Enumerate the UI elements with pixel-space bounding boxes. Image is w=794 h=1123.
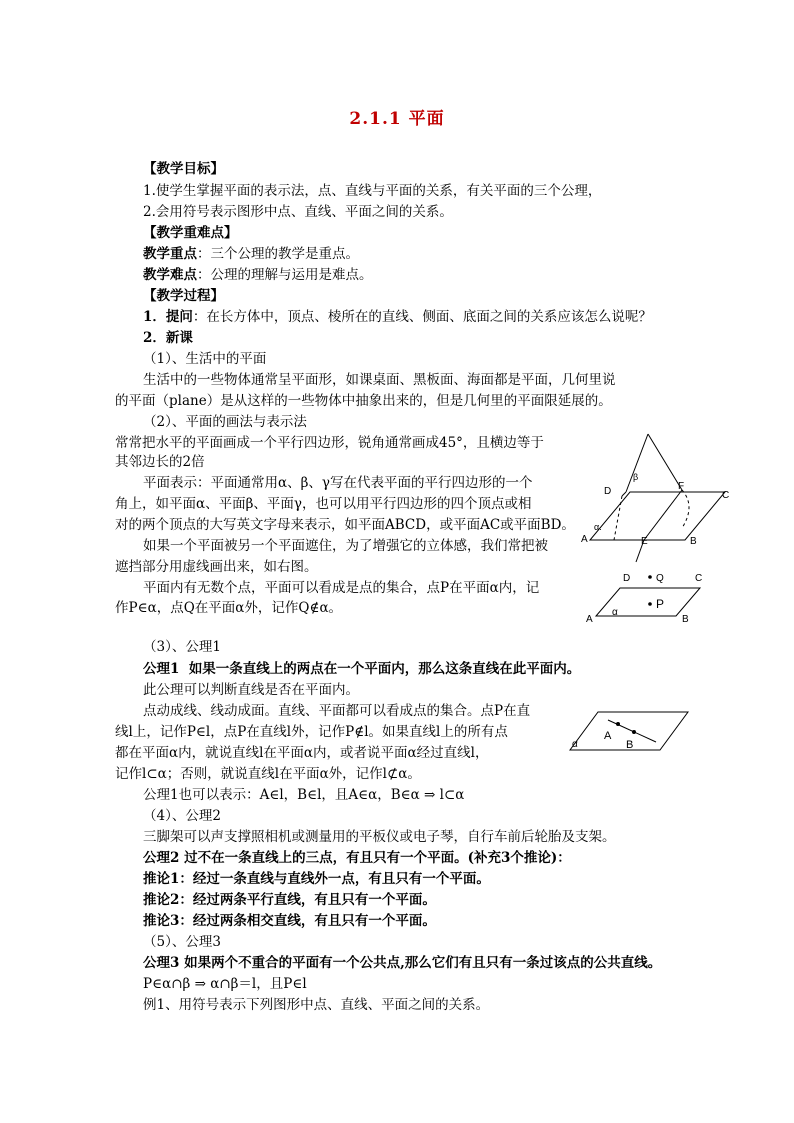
point-a-dot: [616, 722, 620, 726]
axiom1-line: [143, 659, 580, 679]
label-A: A: [581, 534, 588, 545]
part3-line-5: 记作l⊂α；否则，就说直线l在平面α外，记作l⊄α。: [115, 766, 421, 782]
label-B: B: [682, 614, 689, 625]
goal-item-1: 1.使学生掌握平面的表示法，点、直线与平面的关系，有关平面的三个公理，: [143, 183, 602, 199]
plane-points-figure: [580, 570, 710, 632]
key-point: [143, 244, 359, 264]
part2-line-7: 遮挡部分用虚线画出来，如右图。: [115, 559, 318, 575]
difficult-point: [143, 265, 373, 285]
new-lesson-label: 2．新课: [143, 330, 193, 346]
part4-line-1: 三脚架可以声支撑照相机或测量用的平板仪或电子琴，自行车前后轮胎及支架。: [143, 829, 616, 845]
intersecting-planes-figure: [578, 432, 738, 572]
intersection-line-EF: [644, 490, 682, 540]
part2-heading: （2）、平面的画法与表示法: [143, 414, 307, 430]
part1-line-2: 的平面（plane）是从这样的一些物体中抽象出来的，但是几何里的平面限延展的。: [115, 393, 612, 409]
goals-heading: 【教学目标】: [143, 161, 224, 177]
plane-beta-edge-join: [622, 492, 626, 496]
plane-beta-right-edge: [648, 434, 685, 492]
part5-heading: （5）、公理3: [143, 934, 221, 950]
label-P: P: [656, 597, 665, 611]
part2-line-3: 平面表示：平面通常用α、β、γ写在代表平面的平行四边形的一个: [143, 475, 533, 491]
label-A: A: [586, 614, 593, 625]
label-B: B: [626, 739, 634, 751]
difficult-text: ：公理的理解与运用是难点。: [197, 267, 373, 283]
part2-line-6: 如果一个平面被另一个平面遮住，为了增强它的立体感，我们常把被: [143, 538, 548, 554]
axiom3-formula: P∈α∩β ⇒ α∩β＝l，且P∈l: [143, 976, 307, 992]
part1-line-1: 生活中的一些物体通常呈平面形，如课桌面、黑板面、海面都是平面，几何里说: [143, 372, 616, 388]
axiom2-line: 公理2 过不在一条直线上的三点，有且只有一个平面。(补充3个推论)：: [143, 850, 571, 866]
label-F: F: [678, 481, 685, 492]
page-title: 2.1.1 平面: [349, 109, 445, 129]
part4-heading: （4）、公理2: [143, 808, 221, 824]
question-text: ：在长方体中，顶点、棱所在的直线、侧面、底面之间的关系应该怎么说呢？: [192, 309, 652, 325]
part1-heading: （1）、生活中的平面: [143, 351, 267, 367]
label-D: D: [604, 486, 612, 497]
part2-line-9: 作P∈α，点Q在平面α外，记作Q∉α。: [115, 600, 343, 616]
key-heading: 【教学重难点】: [143, 225, 238, 241]
question-label: 1．提问: [143, 309, 193, 325]
key-label: 教学重点: [143, 246, 197, 262]
axiom1-text: 如果一条直线上的两点在一个平面内，那么这条直线在此平面内。: [188, 661, 581, 677]
goal-item-2: 2.会用符号表示图形中点、直线、平面之间的关系。: [143, 204, 453, 220]
label-B: B: [690, 536, 697, 547]
process-heading: 【教学过程】: [143, 288, 224, 304]
axiom1-label: 公理1: [143, 661, 180, 677]
corollary-2: 推论2：经过两条平行直线，有且只有一个平面。: [143, 892, 436, 908]
key-text: ：三个公理的教学是重点。: [197, 246, 359, 262]
part2-line-2: 其邻边长的2倍: [115, 454, 205, 470]
part3-line-4: 都在平面α内，就说直线l在平面α内，或者说平面α经过直线l，: [115, 745, 489, 761]
line-in-plane-figure: [564, 700, 694, 760]
point-p-dot: [648, 602, 652, 606]
point-b-dot: [632, 730, 636, 734]
difficult-label: 教学难点: [143, 267, 197, 283]
label-alpha: α.: [594, 522, 602, 532]
label-beta: β: [633, 472, 639, 482]
part2-line-8: 平面内有无数个点，平面可以看成是点的集合，点P在平面α内，记: [143, 580, 540, 596]
part3-line-1: 此公理可以判断直线是否在平面内。: [143, 682, 359, 698]
part3-heading: （3）、公理1: [143, 639, 221, 655]
part2-line-4: 角上，如平面α、平面β、平面γ，也可以用平行四边形的四个顶点或相: [115, 496, 532, 512]
part2-line-5: 对的两个顶点的大写英文字母来表示，如平面ABCD，或平面AC或平面BD。: [115, 517, 575, 533]
corollary-1: 推论1：经过一条直线与直线外一点，有且只有一个平面。: [143, 871, 490, 887]
axiom3-line: 公理3 如果两个不重合的平面有一个公共点,那么它们有且只有一条过该点的公共直线。: [143, 955, 662, 971]
label-E: E: [641, 536, 648, 547]
label-Q: Q: [656, 573, 664, 584]
label-alpha: α: [612, 607, 618, 618]
label-alpha: α: [572, 739, 578, 750]
hidden-edge-right: [682, 490, 689, 528]
label-A: A: [604, 730, 612, 742]
label-C: C: [722, 490, 730, 501]
plane-beta-left-edge: [626, 434, 648, 492]
label-D: D: [623, 573, 631, 584]
part3-line-2: 点动成线、线动成面。直线、平面都可以看成点的集合。点P在直: [143, 703, 531, 719]
corollary-3: 推论3：经过两条相交直线，有且只有一个平面。: [143, 913, 436, 929]
plane-alpha: [590, 492, 725, 540]
example-1: 例1、用符号表示下列图形中点、直线、平面之间的关系。: [143, 997, 490, 1013]
label-C: C: [695, 573, 703, 584]
point-q-dot: [648, 575, 652, 579]
hidden-edge-left: [614, 496, 622, 540]
part3-line-3: 线l上，记作P∈l，点P在直线l外，记作P∉l。如果直线l上的所有点: [115, 724, 508, 740]
question-line: [143, 307, 652, 327]
part3-line-6: 公理1也可以表示：A∈l，B∈l，且A∈α，B∈α ⇒ l⊂α: [143, 787, 465, 803]
part2-line-1: 常常把水平的平面画成一个平行四边形，锐角通常画成45°，且横边等于: [115, 435, 544, 451]
